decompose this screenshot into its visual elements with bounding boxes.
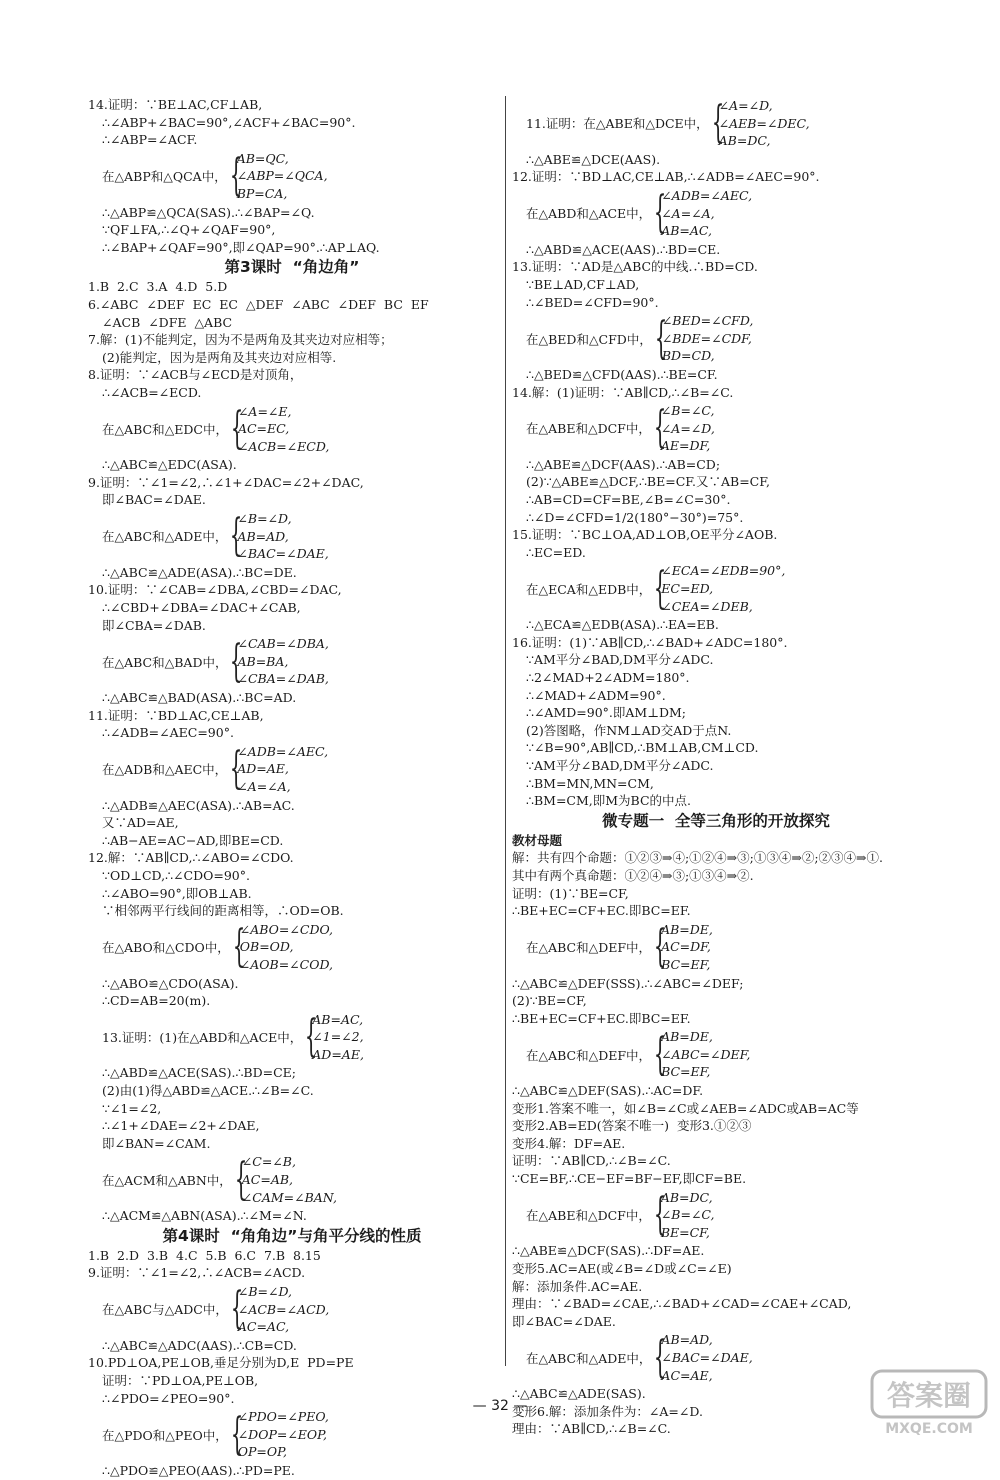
system-label: 在△ABC和△ADE中， [102,529,228,545]
solution-line: ∵AM平分∠BAD,DM平分∠ADC. [526,652,714,668]
condition: ∠CBA=∠DAB, [237,671,329,687]
condition: EC=ED, [661,581,714,597]
solution-line: 9.证明：∵∠1=∠2,∴∠ACB=∠ACD. [88,1265,306,1281]
solution-line: 解：共有四个命题：①②③⇒④;①②④⇒③;①③④⇒②;②③④⇒①. [512,850,884,866]
solution-line: ∴EC=ED. [526,544,586,560]
congruence-system [512,312,920,365]
watermark-logo [870,1367,988,1439]
solution-line: ∴BE+EC=CF+EC.即BC=EF. [512,1010,691,1026]
condition: BE=CF, [660,1224,710,1240]
system-label: 在△ECA和△EDB中， [526,581,652,597]
solution-line: ∴△ABC≌△ADE(SAS). [512,1386,646,1402]
system-conditions [237,510,328,563]
left-brace: { [230,1283,244,1335]
system-conditions [240,921,333,974]
system-conditions [662,312,754,365]
condition: AB=DC, [718,133,771,149]
solution-line: 解：添加条件.AC=AE. [512,1278,643,1294]
condition: ∠CAM=∠BAN, [241,1189,337,1205]
condition: AC=EC, [237,421,290,437]
condition: AB=AD, [237,528,289,544]
system-label: 在△ABC和△DEF中， [526,940,652,956]
left-brace: { [654,1331,667,1383]
condition: AB=AC, [661,223,712,239]
system-conditions [238,1408,329,1461]
condition: ∠ECA=∠EDB=90°, [661,563,786,579]
solution-line: 证明：(1)∵BE=CF, [512,885,629,901]
system-label: 在△ABO和△CDO中， [102,940,230,956]
congruence-system [512,97,920,150]
solution-line: ∴△ABP≌△QCA(SAS).∴∠BAP=∠Q. [102,204,315,220]
solution-line: ∴△ABD≌△ACE(AAS).∴BD=CE. [526,241,721,257]
svg-text:MXQE.COM: MXQE.COM [885,1421,973,1437]
system-conditions [661,1189,715,1242]
solution-line: (2)∵BE=CF, [512,993,587,1009]
condition: ∠BDE=∠CDF, [661,330,752,346]
condition: ∠ABP=∠QCA, [236,168,328,184]
page-number: — 32 — [472,1398,528,1414]
solution-line: ∴∠ACB=∠ECD. [102,384,202,400]
system-conditions [237,635,328,688]
solution-line: 即∠BAC=∠DAE. [512,1313,616,1329]
condition: ∠AEB=∠DEC, [718,115,810,131]
condition: BP=CA, [236,185,288,201]
condition: ∠ADB=∠AEC, [237,743,329,759]
congruence-system [512,921,920,974]
condition: ∠A=∠D, [718,98,773,113]
system-label: 在△ACM和△ABN中， [102,1172,232,1188]
solution-line: ∵QF⊥FA,∴∠Q+∠QAF=90°, [102,222,276,238]
condition: ∠B=∠C, [660,403,715,419]
left-brace: { [653,1189,667,1241]
right-column [512,96,920,1438]
solution-line: ∴△ABE≌△DCE(AAS). [526,151,661,167]
solution-line: 11.证明：∵BD⊥AC,CE⊥AB, [88,707,264,723]
solution-line: ∴△ABO≌△CDO(ASA). [102,975,239,991]
condition: ∠B=∠D, [237,1284,293,1299]
system-conditions [661,1331,752,1384]
solution-line: 即∠BAN=∠CAM. [102,1135,211,1151]
solution-line: 15.证明：∵BC⊥OA,AD⊥OB,OE平分∠AOB. [512,527,778,543]
system-label: 在△ABE和△DCF中， [526,1208,651,1224]
condition: ∠ADB=∠AEC, [661,187,753,203]
condition: AC=AE, [661,1367,713,1383]
congruence-system [512,1028,920,1081]
system-conditions [237,743,328,796]
solution-line: 12.解：∵AB∥CD,∴∠ABO=∠CDO. [88,850,294,866]
left-brace: { [305,1011,318,1063]
solution-line: ∴∠ABP+∠BAC=90°,∠ACF+∠BAC=90°. [102,114,356,130]
left-brace: { [230,1408,244,1460]
condition: ∠ABO=∠CDO, [239,921,333,937]
section-heading: 第4课时 “角角边”与角平分线的性质 [162,1226,422,1245]
condition: AD=AE, [237,761,289,777]
system-label: 在△ABC和△EDC中， [102,421,228,437]
solution-line: ∴∠ABP=∠ACF. [102,132,198,148]
congruence-system [88,150,496,203]
solution-line: 即∠CBA=∠DAB. [102,617,206,633]
solution-line: (2)由(1)得△ABD≌△ACE.∴∠B=∠C. [102,1083,314,1099]
solution-line: 6.∠ABC ∠DEF EC EC △DEF ∠ABC ∠DEF BC EF [88,296,429,312]
condition: ∠BAC=∠DAE, [237,546,329,562]
condition: ∠A=∠D, [660,420,715,436]
system-label: 13.证明：(1)在△ABD和△ACE中， [102,1030,303,1046]
solution-line: ∵∠B=90°,AB∥CD,∴BM⊥AB,CM⊥CD. [526,740,759,756]
solution-line: ∴∠ADB=∠AEC=90°. [102,725,234,741]
system-conditions [238,1283,329,1336]
condition: AB=AC, [312,1011,364,1027]
solution-line: ∵CE=BF,∴CE−EF=BF−EF,即CF=BE. [512,1171,747,1187]
condition: AB=AD, [661,1332,713,1348]
solution-line: 12.证明：∵BD⊥AC,CE⊥AB,∴∠ADB=∠AEC=90°. [512,169,820,185]
congruence-system [88,1283,496,1336]
solution-line: 1.B 2.D 3.B 4.C 5.B 6.C 7.B 8.15 [88,1247,321,1263]
congruence-system [88,1408,496,1461]
system-conditions [661,187,752,240]
column-divider [505,96,506,1366]
solution-line: ∴∠CBD+∠DBA=∠DAC+∠CAB, [102,600,301,616]
system-label: 在△ABE和△DCF中， [526,421,651,437]
solution-line: ∴△ABC≌△DEF(SSS).∴∠ABC=∠DEF; [512,975,744,991]
congruence-system [88,921,496,974]
condition: AC=AB, [241,1172,294,1188]
solution-line: 变形4.解：DF=AE. [512,1135,626,1151]
condition: ∠AOB=∠COD, [239,956,334,972]
condition: ∠A=∠A, [661,205,715,221]
congruence-system [88,1153,496,1206]
solution-line: ∴∠ABO=90°,即OB⊥AB. [102,885,252,901]
solution-line: 14.证明：∵BE⊥AC,CF⊥AB, [88,97,263,112]
congruence-system [512,1189,920,1242]
solution-line: ∵AM平分∠BAD,DM平分∠ADC. [526,757,714,773]
left-brace: { [711,97,725,149]
solution-line: ∴BE+EC=CF+EC.即BC=EF. [512,903,691,919]
system-label: 在△ABP和△QCA中， [102,169,227,185]
condition: AC=AC, [237,1319,290,1335]
solution-line: ∴△PDO≌△PEO(AAS).∴PD=PE. [102,1462,295,1478]
solution-line: ∴△ABC≌△ADC(AAS).∴CB=CD. [102,1337,297,1353]
congruence-system [512,562,920,615]
solution-line: 9.证明：∵∠1=∠2,∴∠1+∠DAC=∠2+∠DAC, [88,474,364,490]
solution-line: ∵∠1=∠2, [102,1100,162,1116]
system-label: 在△PDO和△PEO中， [102,1427,228,1443]
system-label: 在△ABC和△DEF中， [526,1047,652,1063]
condition: ∠DOP=∠EOP, [237,1426,328,1442]
left-brace: { [654,562,667,614]
condition: ∠C=∠B, [241,1154,296,1170]
condition: AC=DF, [661,939,711,955]
solution-line: 1.B 2.C 3.A 4.D 5.D [88,279,228,295]
condition: ∠BED=∠CFD, [661,313,754,329]
solution-line: ∵相邻两平行线间的距离相等，∴OD=OB. [102,903,344,919]
condition: ∠ACB=∠ACD, [237,1301,330,1317]
condition: ∠ABC=∠DEF, [661,1046,751,1062]
left-brace: { [230,635,243,687]
system-conditions [661,1028,750,1081]
solution-line: ∴AB−AE=AC−AD,即BE=CD. [102,832,284,848]
system-label: 在△ABC和△BAD中， [102,654,228,670]
solution-line: 又∵AD=AE, [102,815,179,831]
solution-line: (2)∵△ABE≌△DCF,∴BE=CF.又∵AB=CF, [526,474,770,490]
congruence-system [88,743,496,796]
condition: AB=DC, [660,1189,713,1205]
left-brace: { [230,402,244,454]
condition: AB=DE, [661,921,713,937]
solution-line: ∴BM=CM,即M为BC的中点. [526,793,692,809]
left-brace: { [234,1153,248,1205]
system-conditions [661,402,715,455]
solution-line: ∴△ADB≌△AEC(ASA).∴AB=AC. [102,797,295,813]
congruence-system [512,1331,920,1384]
system-label: 11.证明：在△ABE和△DCE中， [526,116,709,132]
solution-line: ∵OD⊥CD,∴∠CDO=90°. [102,867,250,883]
section-heading: 微专题一 全等三角形的开放探究 [602,811,830,830]
solution-line: ∴△ABC≌△ADE(ASA).∴BC=DE. [102,564,297,580]
condition: AD=AE, [312,1046,364,1062]
solution-line: ∴∠MAD+∠ADM=90°. [526,687,666,703]
solution-line: 10.PD⊥OA,PE⊥OB,垂足分别为D,E PD=PE [88,1355,354,1371]
solution-line: ∴BM=MN,MN=CM, [526,775,654,791]
solution-line: 其中有两个真命题：①②④⇒③;①③④⇒②. [512,867,754,883]
solution-line: (2)答图略，作NM⊥AD交AD于点N. [526,722,732,738]
condition: ∠CEA=∠DEB, [661,598,753,614]
condition: ∠A=∠A, [237,778,291,794]
condition: AB=DE, [661,1029,713,1045]
left-brace: { [230,510,243,562]
system-conditions [312,1011,364,1064]
condition: OP=OP, [237,1444,287,1460]
condition: ∠B=∠C, [660,1207,715,1223]
solution-line: 变形6.解：添加条件为：∠A=∠D. [512,1403,703,1419]
condition: ∠1=∠2, [312,1029,364,1045]
left-brace: { [654,312,668,364]
solution-line: ∠ACB ∠DFE △ABC [102,314,233,330]
condition: OB=OD, [239,939,294,955]
solution-line: ∴∠BED=∠CFD=90°. [526,294,659,310]
left-brace: { [229,150,243,202]
solution-line: ∴∠D=∠CFD=1/2(180°−30°)=75°. [526,509,744,525]
solution-line: ∵BE⊥AD,CF⊥AD, [526,276,640,292]
solution-line: ∴CD=AB=20(m). [102,993,211,1009]
left-brace: { [232,921,246,973]
congruence-system [88,403,496,456]
solution-line: ∴△ABC≌△BAD(ASA).∴BC=AD. [102,690,297,705]
system-label: 在△ABC与△ADC中， [102,1302,228,1318]
system-conditions [242,1153,337,1206]
condition: AE=DF, [660,438,711,454]
condition: ∠ACB=∠ECD, [237,438,330,454]
solution-line: ∴△ABE≌△DCF(AAS).∴AB=CD; [526,456,721,472]
solution-line: ∴∠1+∠DAE=∠2+∠DAE, [102,1118,260,1134]
solution-line: 14.解：(1)证明：∵AB∥CD,∴∠B=∠C. [512,384,734,400]
condition: ∠A=∠E, [237,403,292,419]
congruence-system [512,187,920,240]
solution-line: 变形2.AB=ED(答案不唯一) 变形3.①②③ [512,1118,752,1134]
solution-line: ∴∠PDO=∠PEO=90°. [102,1390,235,1406]
condition: AB=QC, [236,150,289,166]
system-label: 在△ABD和△ACE中， [526,206,652,222]
system-conditions [238,403,329,456]
left-brace: { [229,743,243,795]
solution-line: 理由：∵∠BAD=∠CAE,∴∠BAD+∠CAD=∠CAE+∠CAD, [512,1296,852,1312]
left-column [88,96,496,1480]
system-conditions [237,150,328,203]
condition: ∠B=∠D, [237,511,292,527]
solution-line: ∴∠AMD=90°.即AM⊥DM; [526,705,686,721]
solution-line: 变形1.答案不唯一，如∠B=∠C或∠AEB=∠ADC或AB=AC等 [512,1100,859,1116]
system-conditions [719,97,810,150]
solution-line: 16.证明：(1)∵AB∥CD,∴∠BAD+∠ADC=180°. [512,634,788,650]
solution-line: ∴△ABC≌△DEF(SAS).∴AC=DF. [512,1083,704,1099]
solution-line: 即∠BAC=∠DAE. [102,492,206,508]
solution-line: 8.证明：∵∠ACB与∠ECD是对顶角， [88,367,303,383]
solution-line: (2)能判定，因为是两角及其夹边对应相等. [102,349,337,365]
solution-line: ∴△ABD≌△ACE(SAS).∴BD=CE; [102,1065,297,1081]
congruence-system [88,1011,496,1064]
condition: BC=EF, [661,956,711,972]
solution-line: 证明：∵PD⊥OA,PE⊥OB, [102,1372,259,1388]
solution-line: 10.证明：∵∠CAB=∠DBA,∠CBD=∠DAC, [88,582,342,598]
condition: AB=BA, [237,653,289,669]
left-brace: { [653,1028,667,1080]
condition: ∠BAC=∠DAE, [661,1349,753,1365]
solution-line: 13.证明：∵AD是△ABC的中线.∴BD=CD. [512,259,758,275]
solution-line: 7.解：(1)不能判定，因为不是两角及其夹边对应相等； [88,332,393,348]
section-heading: 第3课时 “角边角” [224,258,360,277]
solution-line: ∴2∠MAD+2∠ADM=180°. [526,670,690,685]
solution-line: ∴AB=CD=CF=BE,∠B=∠C=30°. [526,492,731,508]
svg-text:答案圈: 答案圈 [886,1379,972,1412]
solution-line: ∴△ABE≌△DCF(SAS).∴DF=AE. [512,1243,705,1259]
system-conditions [661,562,785,615]
condition: ∠PDO=∠PEO, [237,1409,329,1425]
system-conditions [661,921,713,974]
condition: BC=EF, [661,1064,711,1080]
left-brace: { [653,187,667,239]
condition: ∠CAB=∠DBA, [237,636,329,652]
congruence-system [88,635,496,688]
solution-line: ∴△ECA≌△EDB(ASA).∴EA=EB. [526,617,719,633]
system-label: 在△BED和△CFD中， [526,331,652,347]
congruence-system [512,402,920,455]
left-brace: { [653,402,667,454]
solution-line: 变形5.AC=AE(或∠B=∠D或∠C=∠E) [512,1261,732,1276]
solution-line: ∴△ACM≌△ABN(ASA).∴∠M=∠N. [102,1208,307,1224]
solution-line: ∴△ABC≌△EDC(ASA). [102,457,237,473]
solution-line: ∴△BED≌△CFD(AAS).∴BE=CF. [526,366,718,382]
condition: BD=CD, [661,348,715,364]
solution-line: 理由：∵AB∥CD,∴∠B=∠C. [512,1421,671,1437]
solution-line: ∴∠BAP+∠QAF=90°,即∠QAP=90°.∴AP⊥AQ. [102,239,380,255]
subsection-heading: 教材母题 [512,832,563,848]
congruence-system [88,510,496,563]
system-label: 在△ADB和△AEC中， [102,762,228,778]
left-brace: { [653,921,667,973]
solution-line: 证明：∵AB∥CD,∴∠B=∠C. [512,1153,671,1169]
system-label: 在△ABC和△ADE中， [526,1350,652,1366]
